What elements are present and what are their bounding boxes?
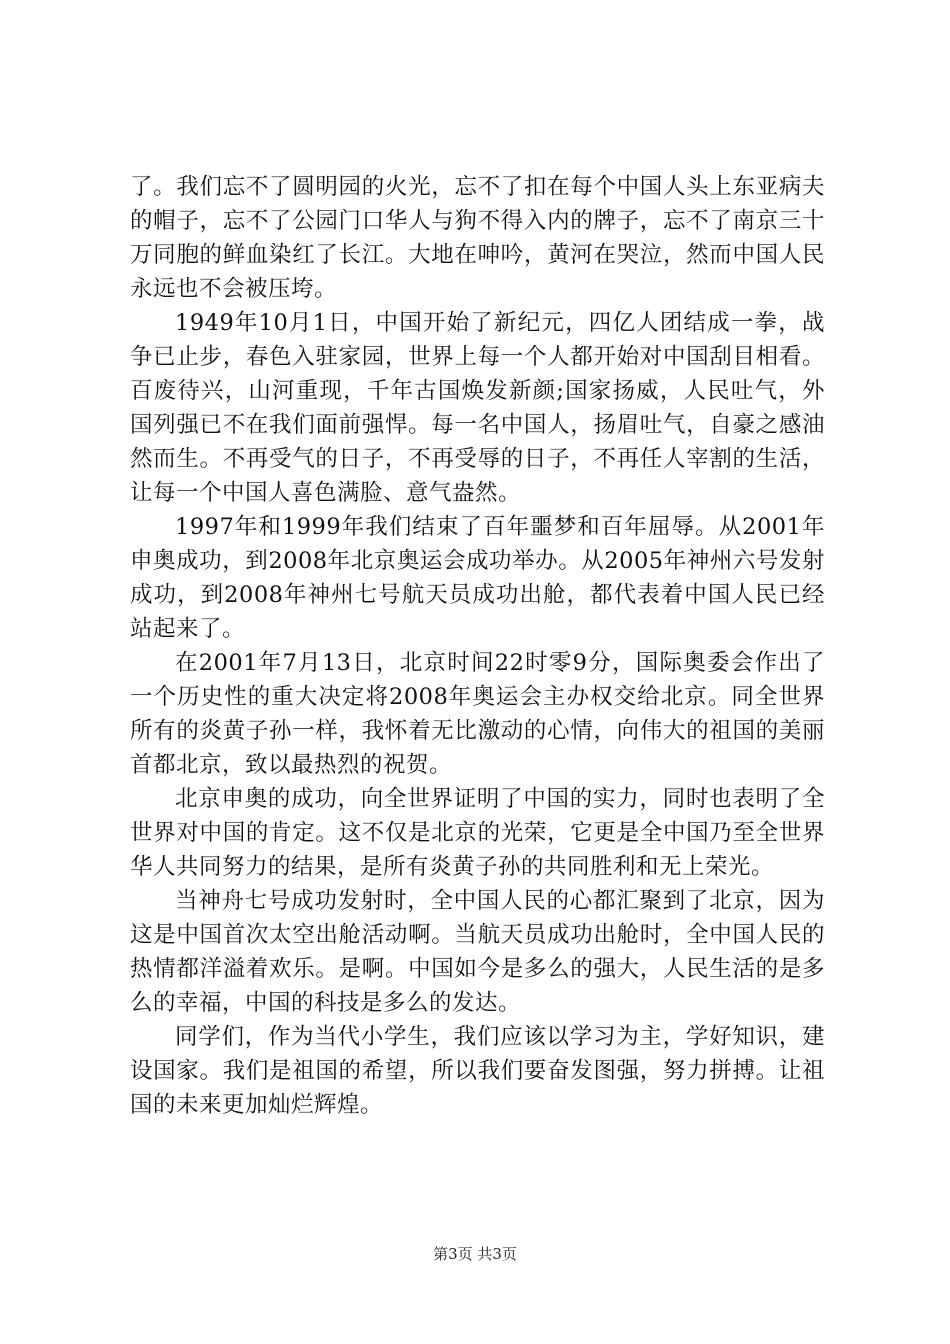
paragraph-1997: 1997年和1999年我们结束了百年噩梦和百年屈辱。从2001年申奥成功，到2008年北京奥运会成功举办。从2005年神州六号发射成功，到2008年神州七号航天员成功出舱，都代表着中国人民已经站起来了。 [130, 514, 825, 642]
document-body [130, 170, 825, 1122]
paragraph-1949: 1949年10月1日，中国开始了新纪元，四亿人团结成一拳，战争已止步，春色入驻家园，世界上每一个人都开始对中国刮目相看。百废待兴，山河重现，千年古国焕发新颜;国家扬威，人民吐气，外国列强已不在我们面前强悍。每一名中国人，扬眉吐气，自豪之感油然而生。不再受气的日子，不再受辱的日子，不再任人宰割的生活，让每一个中国人喜色满脸、意气盎然。 [130, 310, 825, 506]
page-footer: 第3页 共3页 [433, 1245, 517, 1263]
paragraph-beijing-success: 北京申奥的成功，向全世界证明了中国的实力，同时也表明了全世界对中国的肯定。这不仅是北京的光荣，它更是全中国乃至全世界华人共同努力的结果，是所有炎黄子孙的共同胜利和无上荣光。 [130, 786, 825, 880]
paragraph-continuation: 了。我们忘不了圆明园的火光，忘不了扣在每个中国人头上东亚病夫的帽子，忘不了公园门口华人与狗不得入内的牌子，忘不了南京三十万同胞的鲜血染红了长江。大地在呻吟，黄河在哭泣，然而中国人民永远也不会被压垮。 [130, 174, 825, 302]
paragraph-2001-olympic-bid: 在2001年7月13日，北京时间22时零9分，国际奥委会作出了一个历史性的重大决定将2008年奥运会主办权交给北京。同全世界所有的炎黄子孙一样，我怀着无比激动的心情，向伟大的祖国的美丽首都北京，致以最热烈的祝贺。 [130, 650, 825, 778]
paragraph-shenzhou-seven: 当神舟七号成功发射时，全中国人民的心都汇聚到了北京，因为这是中国首次太空出舱活动啊。当航天员成功出舱时，全中国人民的热情都洋溢着欢乐。是啊。中国如今是多么的强大，人民生活的是多么的幸福，中国的科技是多么的发达。 [130, 888, 825, 1016]
paragraph-classmates: 同学们，作为当代小学生，我们应该以学习为主，学好知识，建设国家。我们是祖国的希望，所以我们要奋发图强，努力拼搏。让祖国的未来更加灿烂辉煌。 [130, 1024, 825, 1118]
